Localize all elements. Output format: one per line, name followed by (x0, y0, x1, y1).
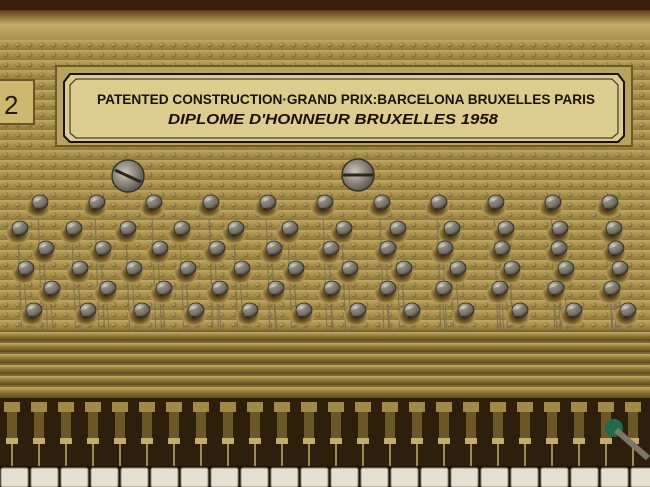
piano-key (631, 468, 650, 487)
piano-key (91, 468, 118, 487)
piano-key (31, 468, 58, 487)
piano-key (481, 468, 508, 487)
piano-key (151, 468, 178, 487)
piano-key (241, 468, 268, 487)
plate-screw-left (112, 160, 144, 192)
pressure-bar (0, 330, 650, 400)
piano-key (331, 468, 358, 487)
piano-key (211, 468, 238, 487)
piano-key (271, 468, 298, 487)
piano-key (61, 468, 88, 487)
piano-key (1, 468, 28, 487)
piano-key (391, 468, 418, 487)
piano-key (301, 468, 328, 487)
piano-key (121, 468, 148, 487)
piano-key (601, 468, 628, 487)
piano-key (451, 468, 478, 487)
piano-key (571, 468, 598, 487)
piano-key (361, 468, 388, 487)
edge-number: 2 (4, 90, 19, 120)
plaque-line-1: PATENTED CONSTRUCTION·GRAND PRIX:BARCELONA BRUXELLES PARIS (97, 92, 595, 107)
plate-screw-right (342, 159, 374, 191)
piano-key (421, 468, 448, 487)
decal-plaque (56, 66, 632, 146)
edge-number-box (0, 80, 34, 124)
plaque-line-2: DIPLOME D'HONNEUR BRUXELLES 1958 (168, 111, 499, 128)
piano-key (181, 468, 208, 487)
keyboard-edge (0, 466, 650, 487)
piano-key (511, 468, 538, 487)
piano-key (541, 468, 568, 487)
